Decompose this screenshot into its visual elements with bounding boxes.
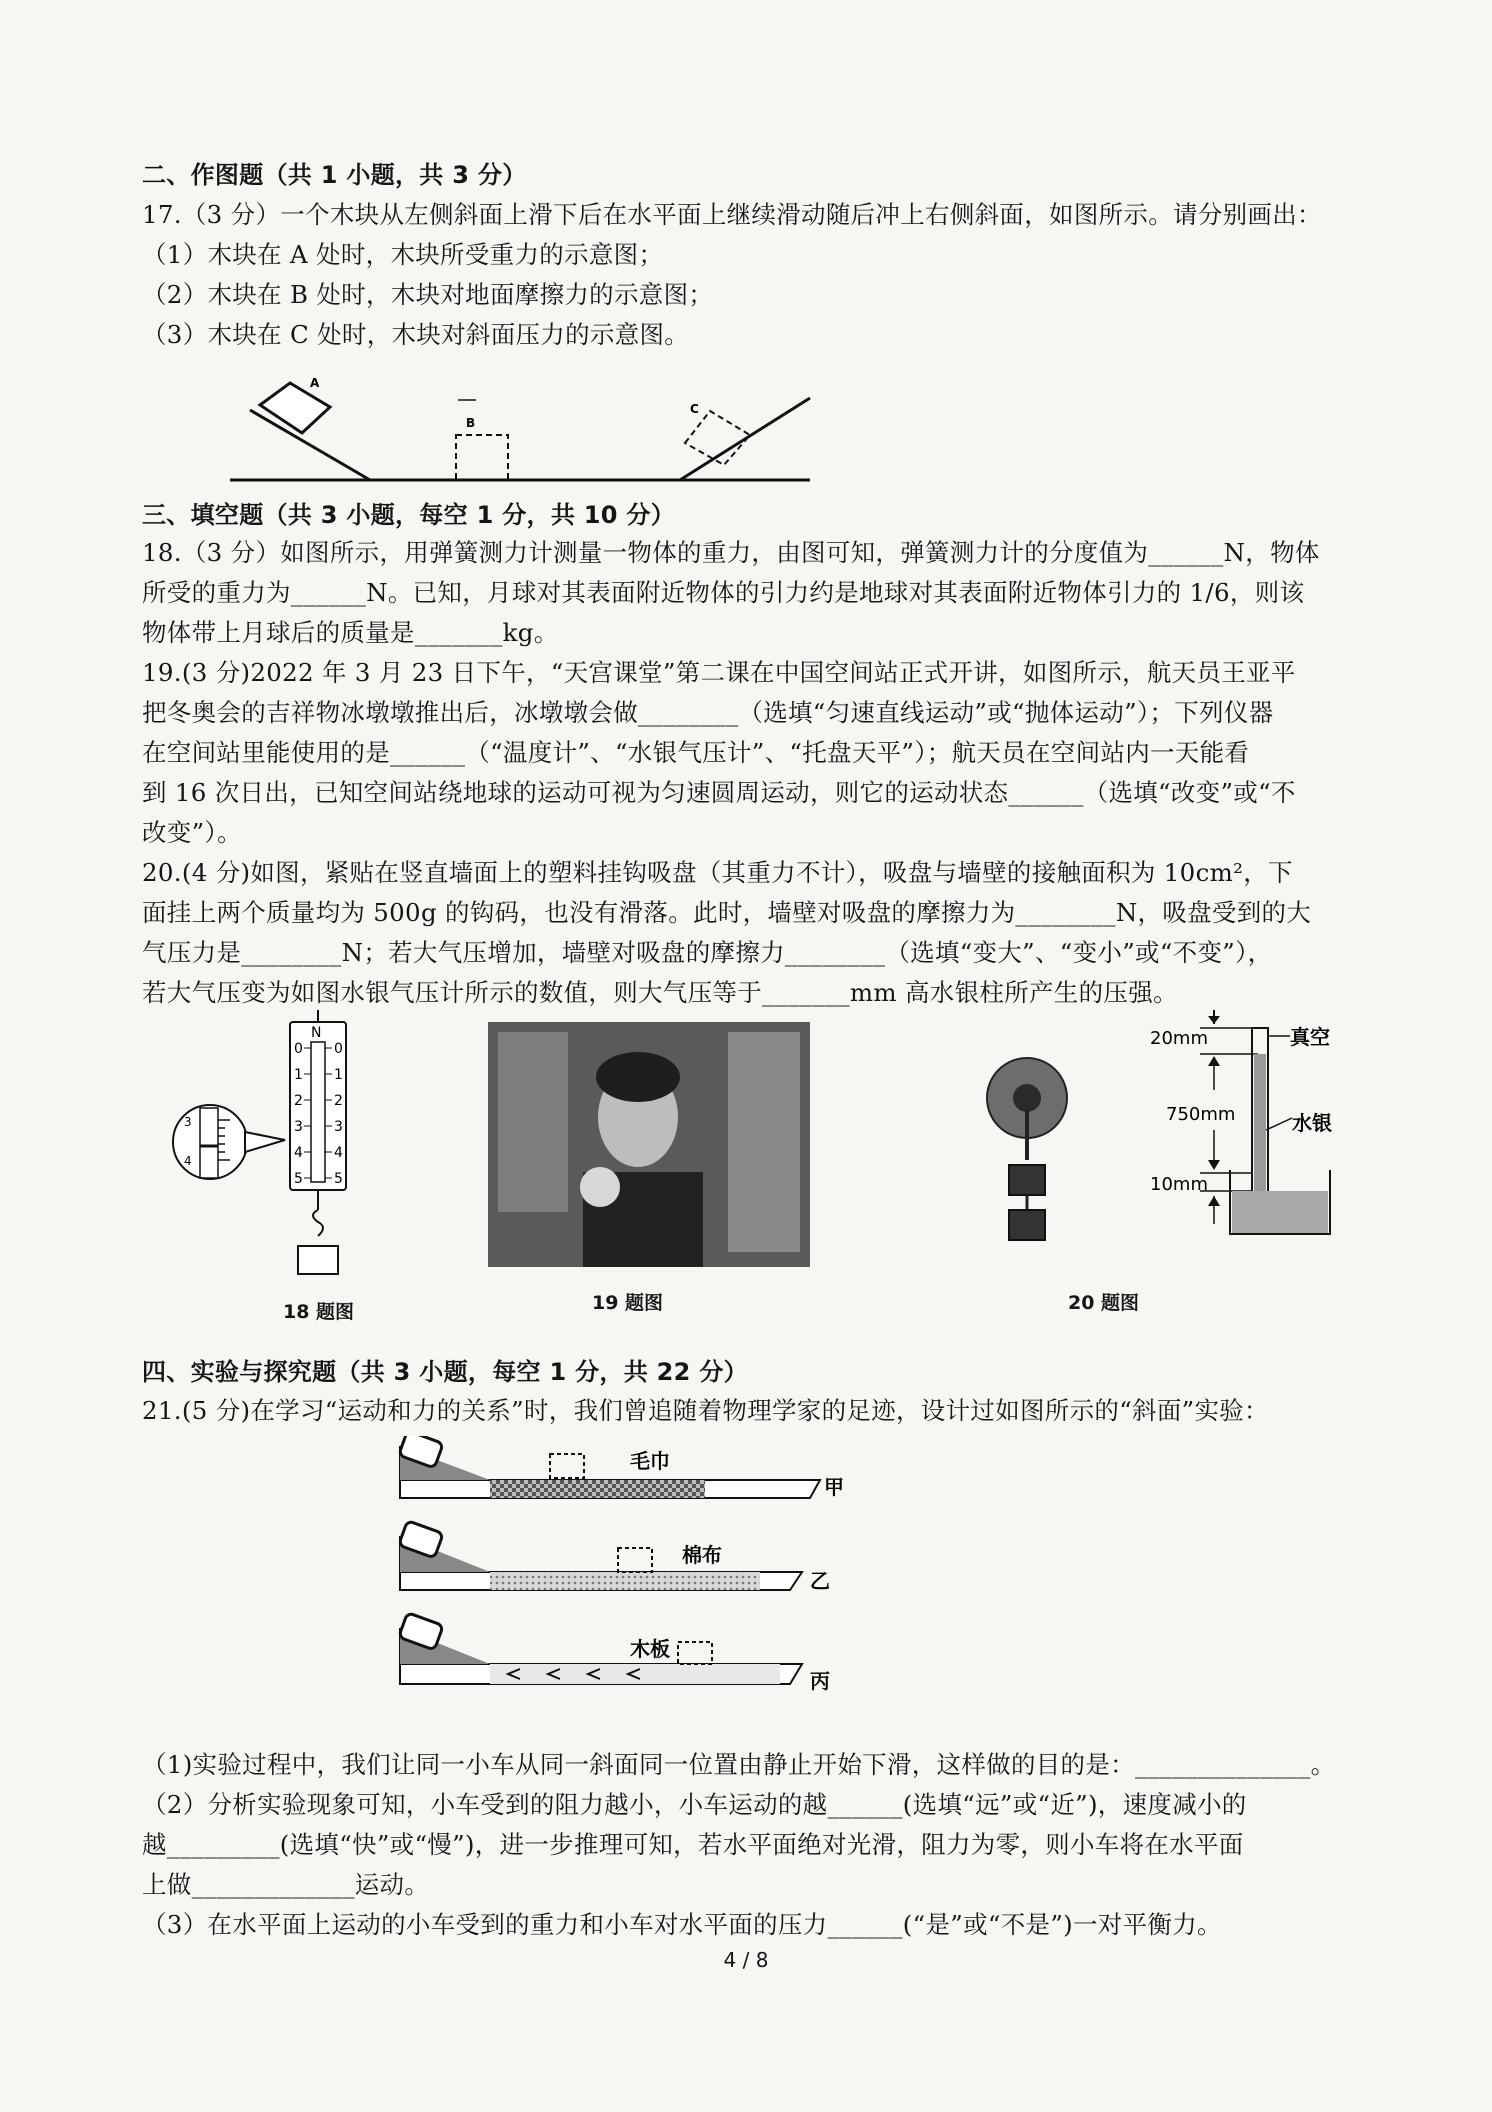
q19-line5: 改变”）。 bbox=[142, 818, 242, 847]
zoom-number-3: 3 bbox=[184, 1115, 192, 1129]
mascot bbox=[580, 1167, 620, 1207]
weight-1 bbox=[1009, 1165, 1045, 1195]
label-b: B bbox=[466, 416, 476, 430]
ramp-experiment-figure bbox=[380, 1436, 880, 1706]
label-20mm: 20mm bbox=[1150, 1028, 1208, 1049]
scale-right-0: 0 bbox=[334, 1041, 343, 1057]
surface-label-cotton: 棉布 bbox=[682, 1543, 722, 1567]
section-heading-2: 二、作图题（共 1 小题，共 3 分） bbox=[142, 161, 527, 189]
surface-tag-3: 丙 bbox=[810, 1669, 830, 1693]
q21-stem: 21.(5 分)在学习“运动和力的关系”时，我们曾追随着物理学家的足迹，设计过如图所示的“斜面”实验： bbox=[142, 1396, 1269, 1425]
label-a: A bbox=[310, 376, 320, 390]
n-label: N bbox=[311, 1025, 322, 1041]
scale-left-1: 1 bbox=[294, 1067, 303, 1083]
q17-part1: （1）木块在 A 处时，木块所受重力的示意图； bbox=[142, 240, 664, 269]
label-10mm: 10mm bbox=[1150, 1174, 1208, 1195]
q17-stem: 17.（3 分）一个木块从左侧斜面上滑下后在水平面上继续滑动随后冲上右侧斜面，如图所示。请分别画出： bbox=[142, 200, 1322, 229]
q19-line2: 把冬奥会的吉祥物冰墩墩推出后，冰墩墩会做________（选填“匀速直线运动”或“抛体运动”）；下列仪器 bbox=[142, 698, 1274, 727]
scale-right-2: 2 bbox=[334, 1093, 343, 1109]
fig18-caption: 18 题图 bbox=[283, 1301, 355, 1323]
block-a bbox=[260, 383, 330, 433]
zoom-number-4: 4 bbox=[184, 1154, 192, 1168]
scale-right-3: 3 bbox=[334, 1119, 343, 1135]
hook bbox=[313, 1210, 323, 1236]
q19-line4: 到 16 次日出，已知空间站绕地球的运动可视为匀速圆周运动，则它的运动状态______（选填“改变”或“不 bbox=[142, 778, 1296, 807]
scale-right-4: 4 bbox=[334, 1145, 343, 1161]
right-slope bbox=[680, 398, 810, 480]
q21-part1: （1)实验过程中，我们让同一小车从同一斜面同一位置由静止开始下滑，这样做的目的是：______________。 bbox=[142, 1750, 1336, 1779]
surface-label-wood: 木板 bbox=[630, 1637, 670, 1661]
q17-figure bbox=[230, 365, 830, 485]
ramp-row-wood bbox=[399, 1613, 830, 1693]
q17-part2: （2）木块在 B 处时，木块对地面摩擦力的示意图； bbox=[142, 280, 714, 309]
barometer-figure bbox=[1140, 1010, 1350, 1250]
label-c: C bbox=[690, 402, 699, 416]
surface-label-towel: 毛巾 bbox=[630, 1449, 670, 1473]
q20-line3: 气压力是________N；若大气压增加，墙壁对吸盘的摩擦力________（选填“变大”、“变小”或“不变”）， bbox=[142, 938, 1273, 967]
scale-left-2: 2 bbox=[294, 1093, 303, 1109]
fig20-caption: 20 题图 bbox=[1068, 1292, 1140, 1314]
q21-part3: （3）在水平面上运动的小车受到的重力和小车对水平面的压力______(“是”或“不是”)一对平衡力。 bbox=[142, 1910, 1222, 1939]
scale-left-4: 4 bbox=[294, 1145, 303, 1161]
q20-line4: 若大气压变为如图水银气压计所示的数值，则大气压等于_______mm 高水银柱所产生的压强。 bbox=[142, 978, 1178, 1007]
surface-tag-1: 甲 bbox=[824, 1475, 844, 1499]
surface-tag-2: 乙 bbox=[810, 1569, 830, 1593]
label-vacuum: 真空 bbox=[1290, 1025, 1330, 1049]
section-heading-3: 三、填空题（共 3 小题，每空 1 分，共 10 分） bbox=[142, 501, 676, 529]
scale-left-5: 5 bbox=[294, 1171, 303, 1187]
q20-line2: 面挂上两个质量均为 500g 的钩码，也没有滑落。此时，墙壁对吸盘的摩擦力为________N，吸盘受到的大 bbox=[142, 898, 1312, 927]
q19-line3: 在空间站里能使用的是______（“温度计”、“水银气压计”、“托盘天平”）；航天员在空间站内一天能看 bbox=[142, 738, 1250, 767]
section-heading-4: 四、实验与探究题（共 3 小题，每空 1 分，共 22 分） bbox=[142, 1358, 748, 1386]
q19-line1: 19.(3 分)2022 年 3 月 23 日下午，“天宫课堂”第二课在中国空间站正式开讲，如图所示，航天员王亚平 bbox=[142, 658, 1296, 687]
q20-line1: 20.(4 分)如图，紧贴在竖直墙面上的塑料挂钩吸盘（其重力不计），吸盘与墙壁的接触面积为 10cm²，下 bbox=[142, 858, 1293, 887]
scale-left-3: 3 bbox=[294, 1119, 303, 1135]
suction-cup-figure bbox=[975, 1050, 1075, 1265]
page-number: 4 / 8 bbox=[723, 1948, 769, 1972]
label-750mm: 750mm bbox=[1166, 1104, 1236, 1125]
q21-part2c: 上做_____________运动。 bbox=[142, 1870, 430, 1899]
space-station-photo bbox=[488, 1022, 810, 1267]
weight-2 bbox=[1009, 1210, 1045, 1240]
spring-scale-figure bbox=[170, 1010, 390, 1280]
scale-right-5: 5 bbox=[334, 1171, 343, 1187]
scale-right-1: 1 bbox=[334, 1067, 343, 1083]
fig19-caption: 19 题图 bbox=[592, 1292, 664, 1314]
scale-left-0: 0 bbox=[294, 1041, 303, 1057]
q21-part2b: 越_________(选填“快”或“慢”)，进一步推理可知，若水平面绝对光滑，阻力为零，则小车将在水平面 bbox=[142, 1830, 1244, 1859]
q18-line1: 18.（3 分）如图所示，用弹簧测力计测量一物体的重力，由图可知，弹簧测力计的分度值为______N，物体 bbox=[142, 538, 1320, 567]
q21-part2a: （2）分析实验现象可知，小车受到的阻力越小，小车运动的越______(选填“远”或“近”)，速度减小的 bbox=[142, 1790, 1247, 1819]
weight-block bbox=[298, 1246, 338, 1274]
ramp-row-towel bbox=[399, 1436, 844, 1499]
q18-line2: 所受的重力为______N。已知，月球对其表面附近物体的引力约是地球对其表面附近物体引力的 1/6，则该 bbox=[142, 578, 1305, 607]
block-b bbox=[456, 435, 508, 480]
q17-part3: （3）木块在 C 处时，木块对斜面压力的示意图。 bbox=[142, 320, 690, 349]
ramp-row-cotton bbox=[399, 1521, 830, 1593]
q18-line3: 物体带上月球后的质量是_______kg。 bbox=[142, 618, 559, 647]
label-mercury: 水银 bbox=[1292, 1111, 1332, 1135]
